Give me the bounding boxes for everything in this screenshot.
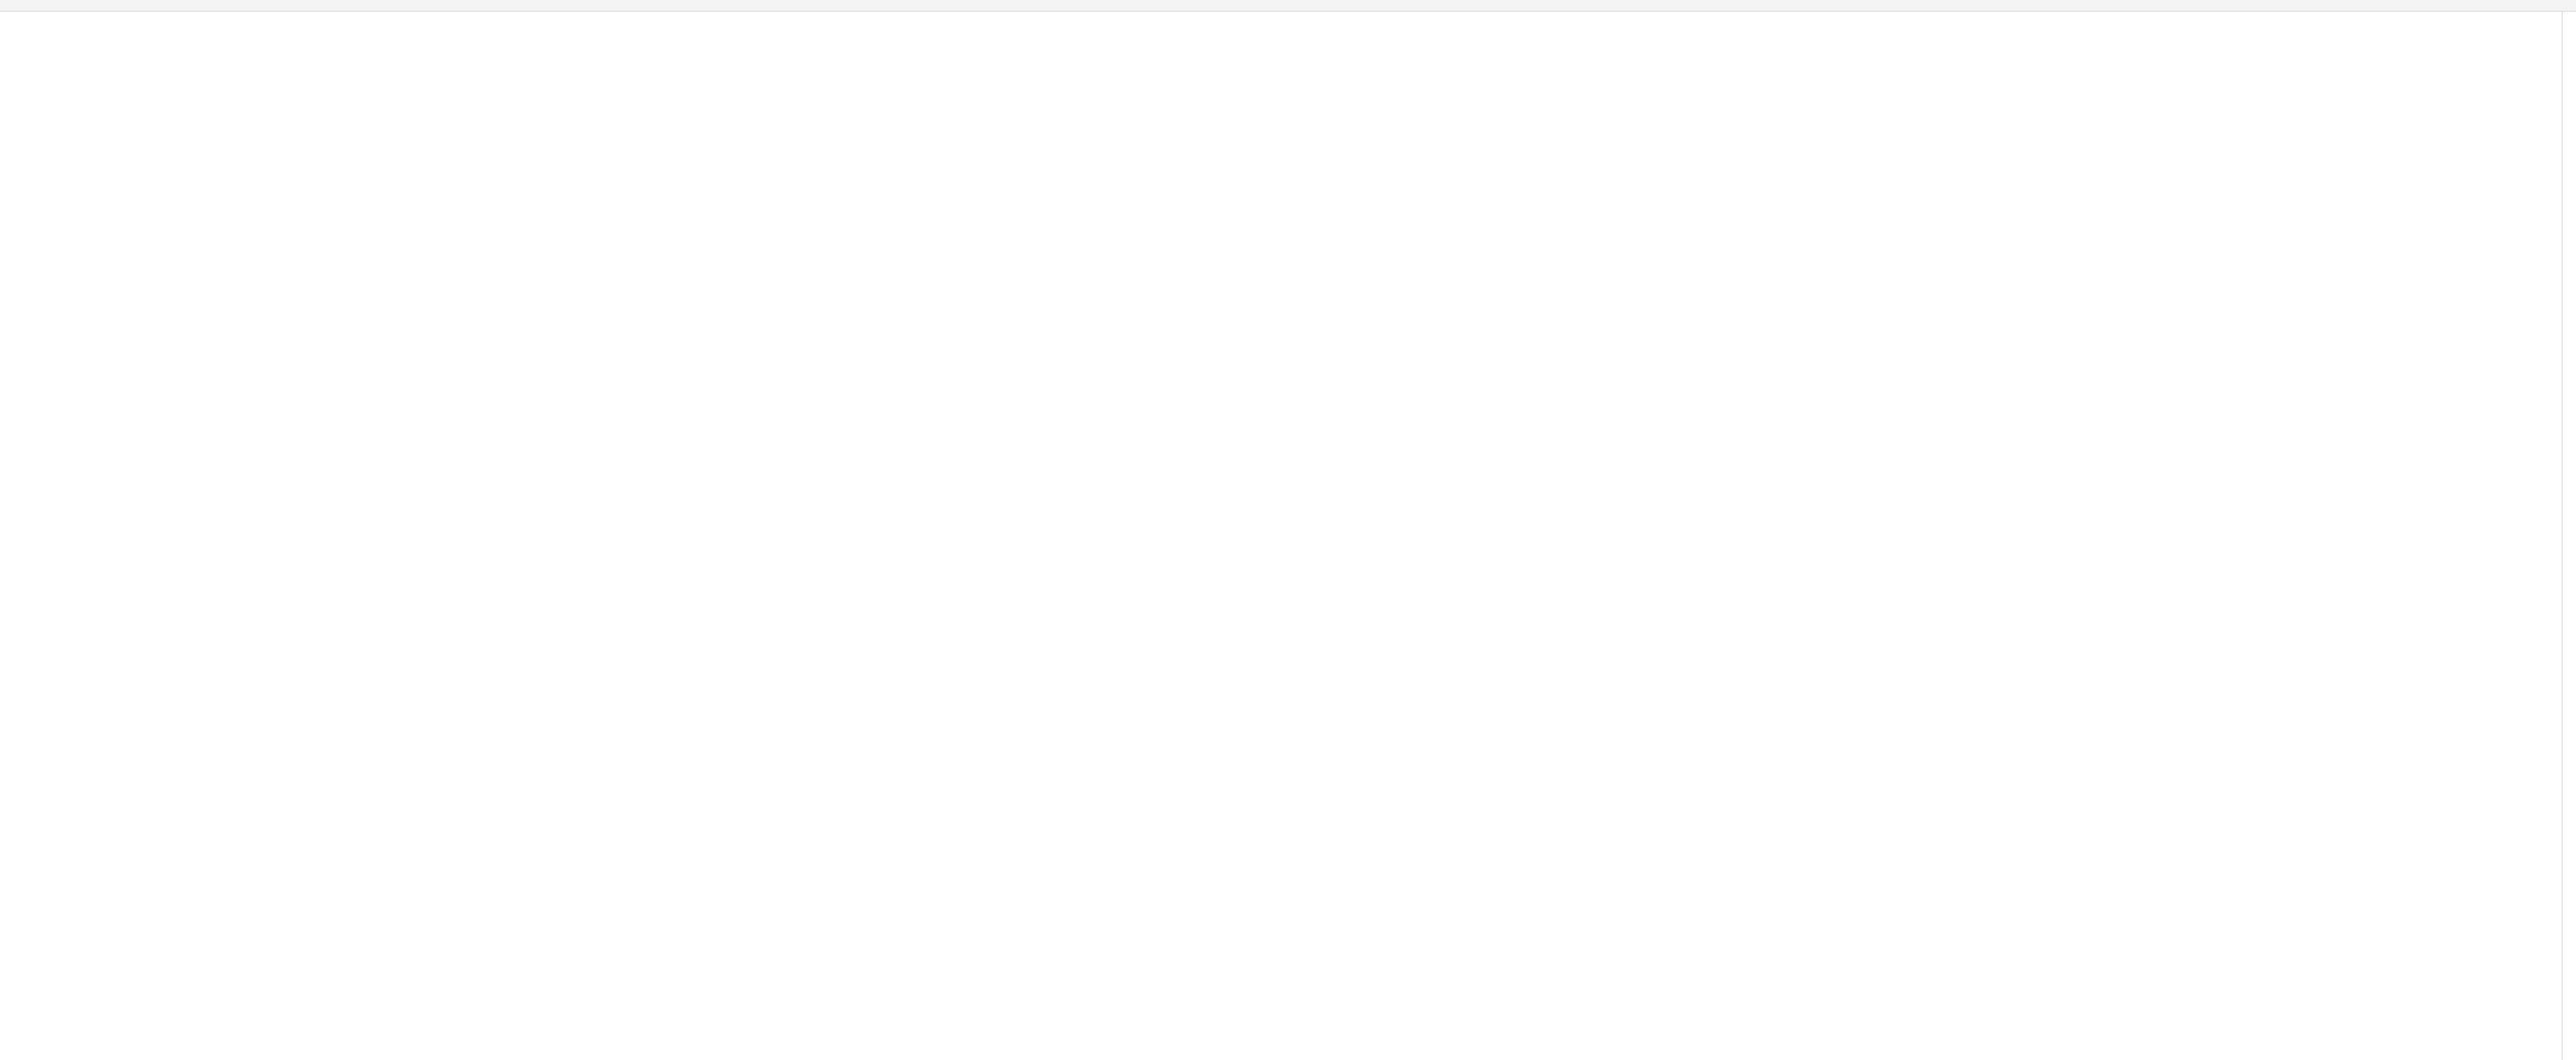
next-column-edge [2562,11,2576,1060]
column-header-strip [0,0,2576,12]
